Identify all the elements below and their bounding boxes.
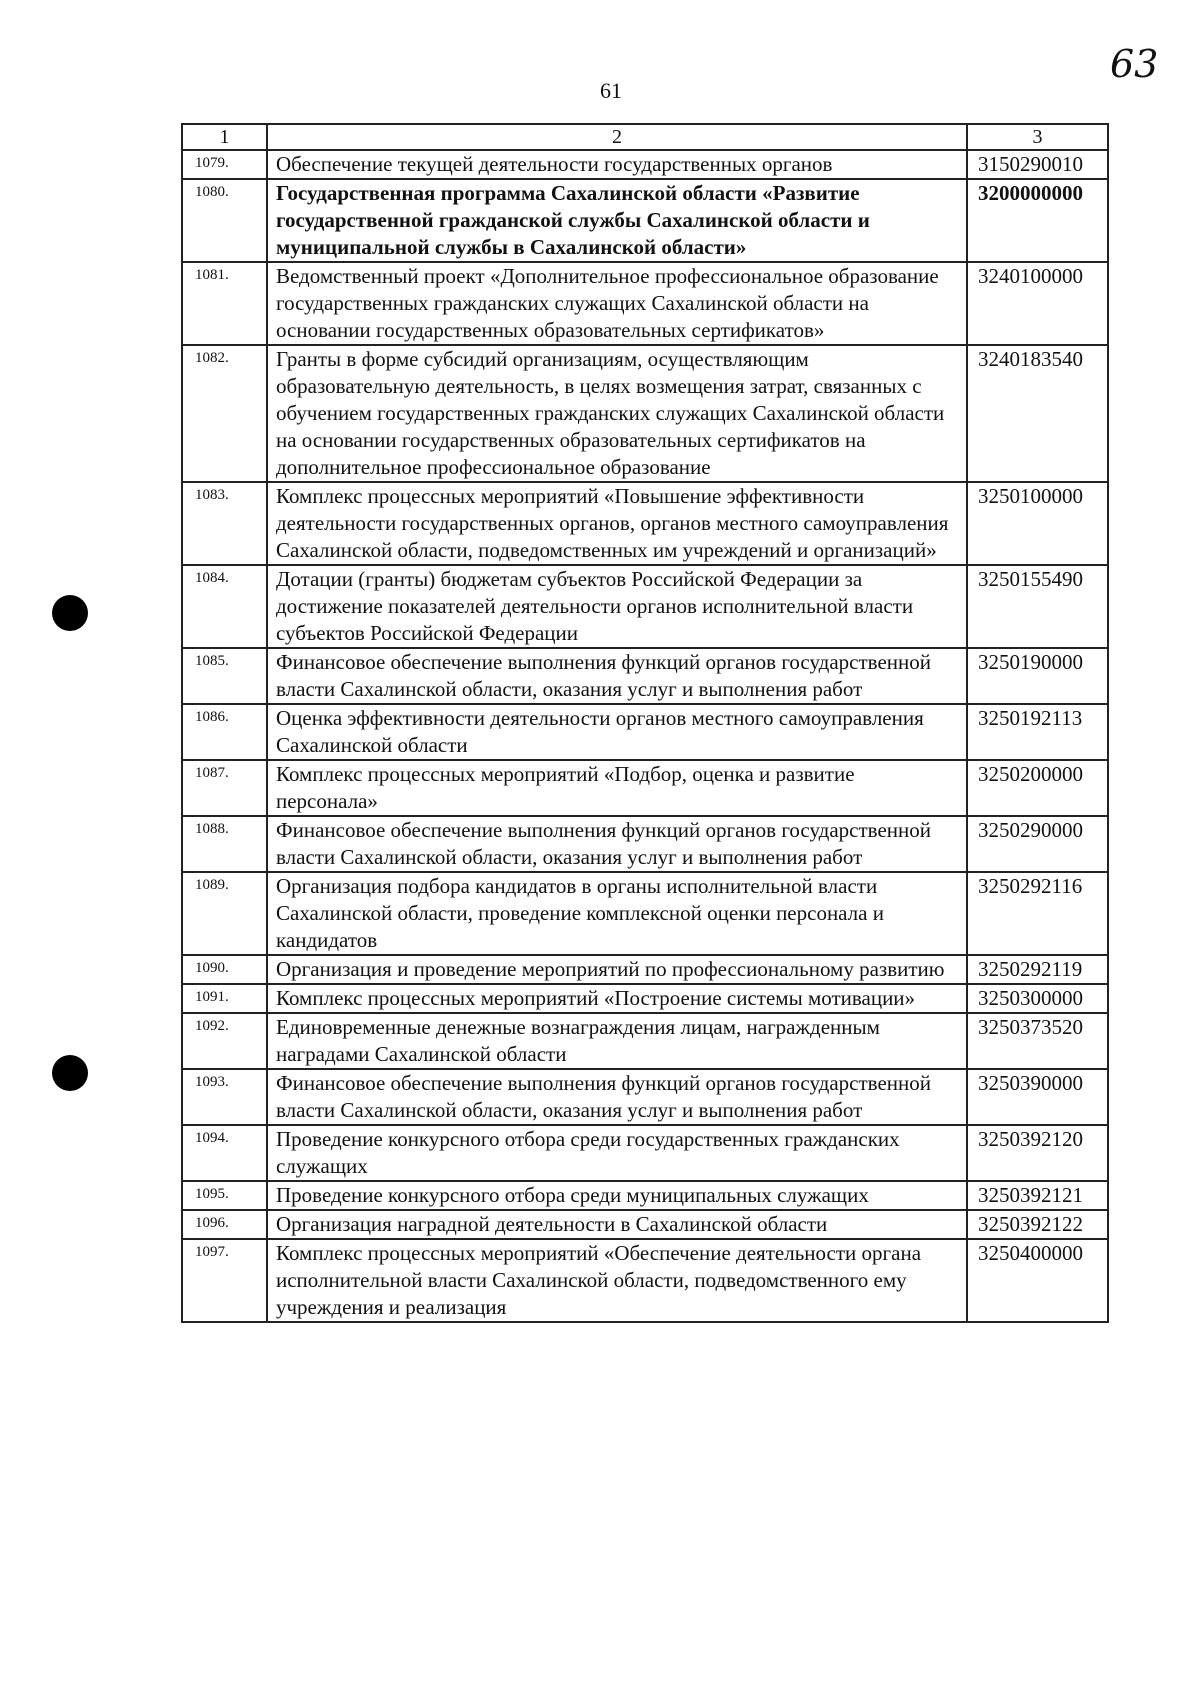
table-row	[182, 955, 1108, 984]
table-row	[182, 704, 1108, 760]
table-row	[182, 482, 1108, 565]
table-row	[182, 1125, 1108, 1181]
row-number: 1083.	[182, 482, 267, 565]
row-description: Финансовое обеспечение выполнения функций органов государственной власти Сахалинской области, оказания услуг и выполнения работ	[267, 816, 967, 872]
row-number: 1093.	[182, 1069, 267, 1125]
table-row	[182, 1239, 1108, 1322]
table-row	[182, 565, 1108, 648]
row-description: Организация подбора кандидатов в органы исполнительной власти Сахалинской области, проведение комплексной оценки персонала и кандидатов	[267, 872, 967, 955]
budget-classification-table	[181, 123, 1109, 1323]
row-description: Комплекс процессных мероприятий «Повышение эффективности деятельности государственных органов, органов местного самоуправления Сахалинской области, подведомственных им учреждений и организаций»	[267, 482, 967, 565]
table-row	[182, 262, 1108, 345]
row-code: 3250292119	[967, 955, 1108, 984]
row-number: 1080.	[182, 179, 267, 262]
row-description: Оценка эффективности деятельности органов местного самоуправления Сахалинской области	[267, 704, 967, 760]
row-description: Дотации (гранты) бюджетам субъектов Российской Федерации за достижение показателей деятельности органов исполнительной власти субъектов Российской Федерации	[267, 565, 967, 648]
table-row	[182, 150, 1108, 179]
column-header-2: 2	[267, 124, 967, 150]
table-row	[182, 648, 1108, 704]
row-code: 3250290000	[967, 816, 1108, 872]
row-code: 3250292116	[967, 872, 1108, 955]
row-description: Организация наградной деятельности в Сахалинской области	[267, 1210, 967, 1239]
row-code: 3150290010	[967, 150, 1108, 179]
row-code: 3250392121	[967, 1181, 1108, 1210]
row-number: 1092.	[182, 1013, 267, 1069]
row-number: 1095.	[182, 1181, 267, 1210]
row-number: 1090.	[182, 955, 267, 984]
row-code: 3250392122	[967, 1210, 1108, 1239]
row-number: 1082.	[182, 345, 267, 482]
row-number: 1081.	[182, 262, 267, 345]
table-row	[182, 345, 1108, 482]
row-code: 3250200000	[967, 760, 1108, 816]
column-header-3: 3	[967, 124, 1108, 150]
punch-hole-mark	[52, 1055, 88, 1091]
row-number: 1089.	[182, 872, 267, 955]
row-number: 1079.	[182, 150, 267, 179]
table-row	[182, 984, 1108, 1013]
table-row	[182, 179, 1108, 262]
table-header-row	[182, 124, 1108, 150]
row-description: Проведение конкурсного отбора среди муниципальных служащих	[267, 1181, 967, 1210]
row-code: 3250373520	[967, 1013, 1108, 1069]
handwritten-page-number: 63	[1110, 42, 1159, 86]
table-row	[182, 1013, 1108, 1069]
table-row	[182, 872, 1108, 955]
row-description: Ведомственный проект «Дополнительное профессиональное образование государственных гражданских служащих Сахалинской области на основании государственных образовательных сертификатов»	[267, 262, 967, 345]
row-code: 3240100000	[967, 262, 1108, 345]
page-number: 61	[600, 78, 622, 103]
table-row	[182, 1181, 1108, 1210]
row-code: 3250300000	[967, 984, 1108, 1013]
row-code: 3250155490	[967, 565, 1108, 648]
row-number: 1088.	[182, 816, 267, 872]
punch-hole-mark	[52, 595, 88, 631]
row-number: 1097.	[182, 1239, 267, 1322]
row-description: Организация и проведение мероприятий по профессиональному развитию	[267, 955, 967, 984]
row-code: 3250192113	[967, 704, 1108, 760]
table-row	[182, 1210, 1108, 1239]
row-code: 3200000000	[967, 179, 1108, 262]
row-description: Финансовое обеспечение выполнения функций органов государственной власти Сахалинской области, оказания услуг и выполнения работ	[267, 648, 967, 704]
row-number: 1094.	[182, 1125, 267, 1181]
row-code: 3250100000	[967, 482, 1108, 565]
row-description: Комплекс процессных мероприятий «Обеспечение деятельности органа исполнительной власти Сахалинской области, подведомственного ему учреждения и реализация	[267, 1239, 967, 1322]
row-description: Комплекс процессных мероприятий «Подбор, оценка и развитие персонала»	[267, 760, 967, 816]
row-code: 3250390000	[967, 1069, 1108, 1125]
row-description: Гранты в форме субсидий организациям, осуществляющим образовательную деятельность, в целях возмещения затрат, связанных с обучением государственных гражданских служащих Сахалинской области на основании государственных образовательных сертификатов на дополнительное профессиональное образование	[267, 345, 967, 482]
row-number: 1087.	[182, 760, 267, 816]
row-code: 3240183540	[967, 345, 1108, 482]
row-code: 3250392120	[967, 1125, 1108, 1181]
row-description: Проведение конкурсного отбора среди государственных гражданских служащих	[267, 1125, 967, 1181]
row-description: Единовременные денежные вознаграждения лицам, награжденным наградами Сахалинской области	[267, 1013, 967, 1069]
table-row	[182, 760, 1108, 816]
row-description: Комплекс процессных мероприятий «Построение системы мотивации»	[267, 984, 967, 1013]
row-description: Государственная программа Сахалинской области «Развитие государственной гражданской службы Сахалинской области и муниципальной службы в Сахалинской области»	[267, 179, 967, 262]
table-row	[182, 816, 1108, 872]
row-code: 3250400000	[967, 1239, 1108, 1322]
column-header-1: 1	[182, 124, 267, 150]
row-number: 1086.	[182, 704, 267, 760]
row-code: 3250190000	[967, 648, 1108, 704]
row-description: Обеспечение текущей деятельности государственных органов	[267, 150, 967, 179]
row-number: 1084.	[182, 565, 267, 648]
row-number: 1091.	[182, 984, 267, 1013]
table-row	[182, 1069, 1108, 1125]
row-description: Финансовое обеспечение выполнения функций органов государственной власти Сахалинской области, оказания услуг и выполнения работ	[267, 1069, 967, 1125]
row-number: 1096.	[182, 1210, 267, 1239]
row-number: 1085.	[182, 648, 267, 704]
